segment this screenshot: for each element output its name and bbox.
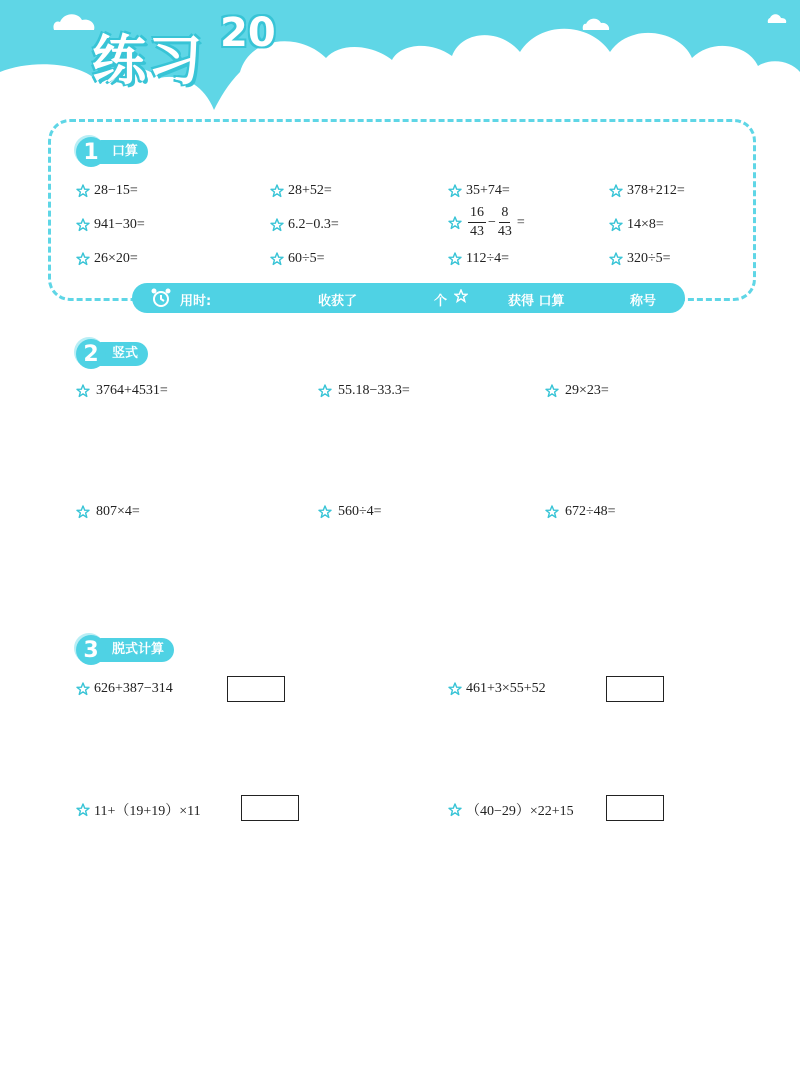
oral-expression: 378+212=	[627, 183, 685, 198]
star-icon	[609, 184, 623, 198]
denominator: 43	[470, 224, 484, 239]
section-1-number: 1	[76, 137, 106, 167]
oral-expression: 28+52=	[288, 183, 332, 198]
oral-item	[270, 217, 339, 233]
vertical-item	[318, 383, 410, 399]
star-icon	[448, 682, 462, 696]
star-icon	[270, 218, 284, 232]
star-icon	[76, 803, 90, 817]
oral-expression: 35+74=	[466, 183, 510, 198]
oral-section-box	[48, 119, 756, 301]
operator: −	[488, 214, 496, 230]
oral-item	[448, 183, 510, 199]
section-1-label: 口算	[96, 140, 148, 164]
header-banner	[0, 0, 800, 120]
answer-box[interactable]	[606, 795, 664, 821]
stepwise-expression: 11+（19+19）×11	[94, 804, 201, 819]
vertical-expression: 560÷4=	[338, 504, 382, 519]
oral-item	[270, 251, 325, 267]
star-icon	[318, 384, 332, 398]
stepwise-item	[76, 681, 173, 697]
star-icon	[448, 184, 462, 198]
star-icon	[545, 384, 559, 398]
get-label: 获得 口算	[508, 294, 565, 309]
star-icon	[76, 682, 90, 696]
oral-item	[76, 251, 138, 267]
oral-item	[76, 217, 145, 233]
vertical-item	[76, 504, 140, 520]
star-icon	[448, 216, 462, 230]
star-icon	[609, 252, 623, 266]
stepwise-expression: 626+387−314	[94, 681, 173, 696]
oral-item-fraction	[448, 206, 525, 239]
section-2-badge	[76, 339, 148, 369]
denominator: 43	[497, 224, 512, 239]
answer-box[interactable]	[606, 676, 664, 702]
alarm-clock-icon	[150, 287, 172, 313]
oral-item	[609, 251, 671, 267]
oral-expression: 28−15=	[94, 183, 138, 198]
stepwise-item	[448, 800, 574, 820]
section-2-number: 2	[76, 339, 106, 369]
oral-expression: 26×20=	[94, 251, 138, 266]
star-icon	[76, 505, 90, 519]
oral-expression: 112÷4=	[466, 251, 510, 266]
oral-expression: 941−30=	[94, 217, 145, 232]
star-icon	[318, 505, 332, 519]
oral-expression: 320÷5=	[627, 251, 671, 266]
section-3-number: 3	[76, 635, 106, 665]
answer-box[interactable]	[227, 676, 285, 702]
oral-item	[448, 251, 509, 267]
oral-expression: 60÷5=	[288, 251, 325, 266]
star-icon	[448, 803, 462, 817]
oral-item	[609, 217, 664, 233]
fraction-2	[498, 206, 512, 239]
stepwise-item	[448, 681, 546, 697]
vertical-expression: 3764+4531=	[96, 383, 168, 398]
oral-item	[270, 183, 332, 199]
star-icon	[609, 218, 623, 232]
count-unit: 个	[434, 294, 448, 309]
star-icon	[545, 505, 559, 519]
vertical-item	[318, 504, 382, 520]
vertical-expression: 807×4=	[96, 504, 140, 519]
section-1-badge	[76, 137, 148, 167]
progress-bar-strip	[132, 283, 685, 313]
section-2-label: 竖式	[96, 342, 148, 366]
harvest-label: 收获了	[318, 294, 358, 309]
equals-sign: =	[516, 214, 525, 230]
stepwise-expression: （40−29）×22+15	[466, 804, 574, 819]
star-icon	[76, 252, 90, 266]
fraction-1	[468, 206, 486, 239]
stepwise-expression: 461+3×55+52	[466, 681, 546, 696]
section-3-label: 脱式计算	[96, 638, 174, 662]
vertical-expression: 55.18−33.3=	[338, 383, 410, 398]
oral-item	[76, 183, 138, 199]
vertical-expression: 29×23=	[565, 383, 609, 398]
vertical-expression: 672÷48=	[565, 504, 616, 519]
vertical-item	[76, 383, 168, 399]
oral-item	[609, 183, 685, 199]
star-outline-icon	[454, 289, 468, 307]
numerator: 8	[499, 206, 510, 223]
numerator: 16	[468, 206, 486, 223]
title-text: 练习	[92, 29, 204, 92]
oral-expression: 6.2−0.3=	[288, 217, 339, 232]
star-icon	[270, 184, 284, 198]
title-number: 20	[220, 10, 276, 56]
stepwise-item	[76, 800, 201, 820]
vertical-item	[545, 383, 609, 399]
star-icon	[76, 218, 90, 232]
star-icon	[76, 384, 90, 398]
title-suffix: 称号	[630, 294, 657, 309]
section-3-badge	[76, 635, 174, 665]
star-icon	[448, 252, 462, 266]
answer-box[interactable]	[241, 795, 299, 821]
star-icon	[76, 184, 90, 198]
oral-expression: 14×8=	[627, 217, 664, 232]
vertical-item	[545, 504, 616, 520]
time-label: 用时:	[180, 294, 212, 309]
star-icon	[270, 252, 284, 266]
